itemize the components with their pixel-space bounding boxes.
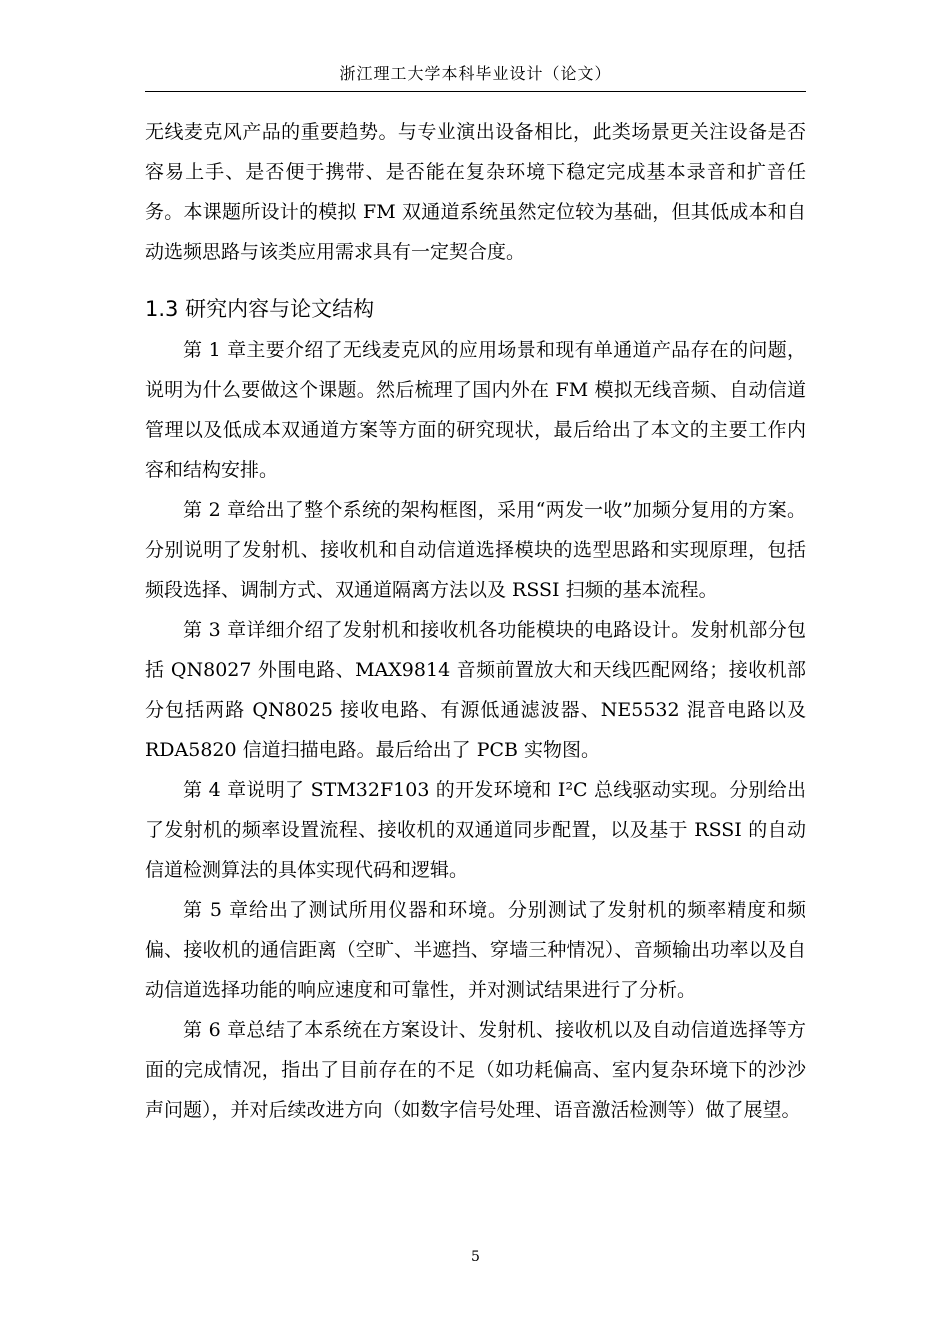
paragraph-chapter-5: 第 5 章给出了测试所用仪器和环境。分别测试了发射机的频率精度和频偏、接收机的通信距离（空旷、半遮挡、穿墙三种情况）、音频输出功率以及自动信道选择功能的响应速度和可靠性，并对测试结果进行了分析。 [145,899,806,1001]
section-heading: 1.3 研究内容与论文结构 [145,297,375,321]
intro-paragraph: 无线麦克风产品的重要趋势。与专业演出设备相比，此类场景更关注设备是否容易上手、是否便于携带、是否能在复杂环境下稳定完成基本录音和扩音任务。本课题所设计的模拟 FM 双通道系统虽然定位较为基础，但其低成本和自动选频思路与该类应用需求具有一定契合度。 [145,121,806,263]
paragraph-chapter-3: 第 3 章详细介绍了发射机和接收机各功能模块的电路设计。发射机部分包括 QN8027 外围电路、MAX9814 音频前置放大和天线匹配网络；接收机部分包括两路 QN8025 接收电路、有源低通滤波器、NE5532 混音电路以及 RDA5820 信道扫描电路。最后给出了 PCB 实物图。 [145,619,806,761]
body-text [145,112,806,1130]
paragraph-chapter-1: 第 1 章主要介绍了无线麦克风的应用场景和现有单通道产品存在的问题，说明为什么要做这个课题。然后梳理了国内外在 FM 模拟无线音频、自动信道管理以及低成本双通道方案等方面的研究现状，最后给出了本文的主要工作内容和结构安排。 [145,339,806,481]
paragraph-chapter-4: 第 4 章说明了 STM32F103 的开发环境和 I²C 总线驱动实现。分别给出了发射机的频率设置流程、接收机的双通道同步配置，以及基于 RSSI 的自动信道检测算法的具体实现代码和逻辑。 [145,779,806,881]
page-number: 5 [471,1249,480,1265]
running-header: 浙江理工大学本科毕业设计（论文） [339,64,612,83]
header-rule [145,91,806,92]
paragraph-chapter-6: 第 6 章总结了本系统在方案设计、发射机、接收机以及自动信道选择等方面的完成情况，指出了目前存在的不足（如功耗偏高、室内复杂环境下的沙沙声问题），并对后续改进方向（如数字信号处理、语音激活检测等）做了展望。 [145,1019,806,1121]
paragraph-chapter-2: 第 2 章给出了整个系统的架构框图，采用“两发一收”加频分复用的方案。分别说明了发射机、接收机和自动信道选择模块的选型思路和实现原理，包括频段选择、调制方式、双通道隔离方法以及 RSSI 扫频的基本流程。 [145,499,806,601]
